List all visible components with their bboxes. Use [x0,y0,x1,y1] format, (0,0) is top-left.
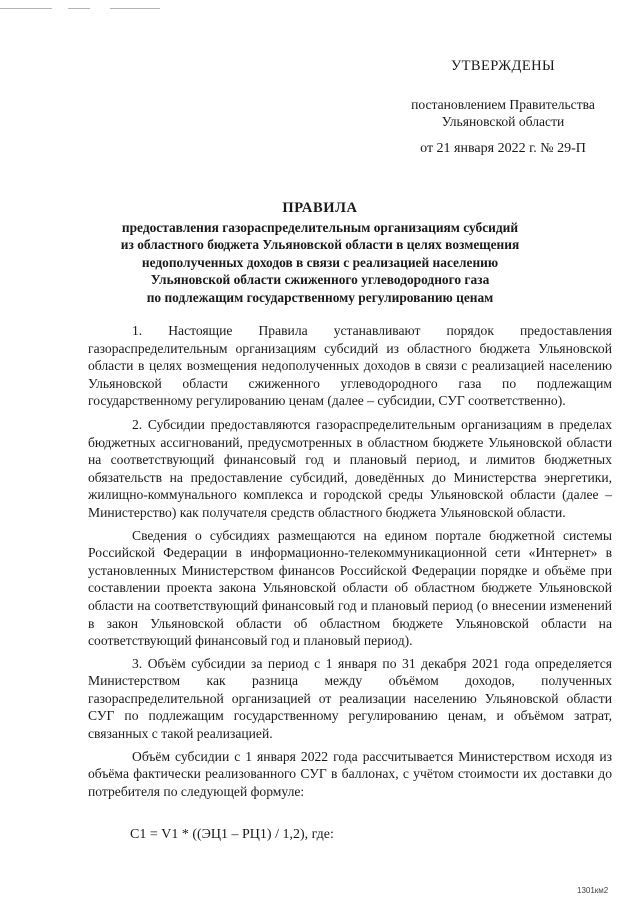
subsidy-formula: С1 = V1 * ((ЭЦ1 – РЦ1) / 1,2), где: [130,827,334,842]
approval-line: постановлением Правительства [411,97,595,112]
subtitle-line: из областного бюджета Ульяновской области в целях возмещения [120,237,520,253]
subtitle-line: Ульяновской области сжиженного углеводородного газа [150,272,490,288]
document-body [88,322,612,805]
approval-date: от 21 января 2022 г. № 29-П [420,141,586,156]
paragraph-2: 2. Субсидии предоставляются газораспределительным организациям в пределах бюджетных ассигнований, предусмотренных в областном бюджете Ульяновской области на соответствующий финансовый год и плановый период, и лимитов бюджетных обязательств на предоставление субсидий, доведённых до Министерства энергетики, жилищно-коммунального комплекса и городской среды Ульяновской области (далее – Министерство) как получателя средств областного бюджета Ульяновской области. [88,416,612,520]
subtitle-line: по подлежащим государственному регулированию ценам [146,289,494,305]
document-title: ПРАВИЛА [282,200,358,216]
paragraph-2-details: Сведения о субсидиях размещаются на едином портале бюджетной системы Российской Федерации в информационно-телекоммуникационной сети «Интернет» в установленных Министерством финансов Российской Федерации порядке и объёме при составлении проекта закона Ульяновской области об областном бюджете Ульяновской области на соответствующий финансовый год и плановый период (о внесении изменений в закон Ульяновской области об областном бюджете Ульяновской области на соответствующий финансовый год и плановый период). [88,527,612,649]
scan-line-mark [0,8,52,9]
document-subtitle [90,219,550,306]
paragraph-3-formula-intro: Объём субсидии с 1 января 2022 года рассчитывается Министерством исходя из объёма фактически реализованного СУГ в баллонах, с учётом стоимости их доставки до потребителя по следующей формуле: [88,748,612,799]
footer-document-code: 1301км2 [577,886,609,895]
approval-heading: УТВЕРЖДЕНЫ [450,58,556,74]
subtitle-line: предоставления газораспределительным организациям субсидий [121,220,519,235]
scan-line-mark [110,8,160,9]
scan-line-mark [68,8,90,9]
subtitle-line: недополученных доходов в связи с реализацией населению [141,254,499,270]
paragraph-1: 1. Настоящие Правила устанавливают порядок предоставления газораспределительным организациям субсидий из областного бюджета Ульяновской области в целях возмещения недополученных доходов в связи с реализацией населению Ульяновской области сжиженного углеводородного газа по подлежащим государственному регулированию ценам (далее – субсидии, СУГ соответственно). [88,323,612,409]
approval-line: Ульяновской области [441,114,565,129]
paragraph-3: 3. Объём субсидии за период с 1 января по 31 декабря 2021 года определяется Министерством как разница между объёмом доходов, полученных газораспределительной организацией от реализации населению Ульяновской области СУГ по подлежащим государственному регулированию ценам, и объёмом затрат, связанных с такой реализацией. [88,655,612,742]
